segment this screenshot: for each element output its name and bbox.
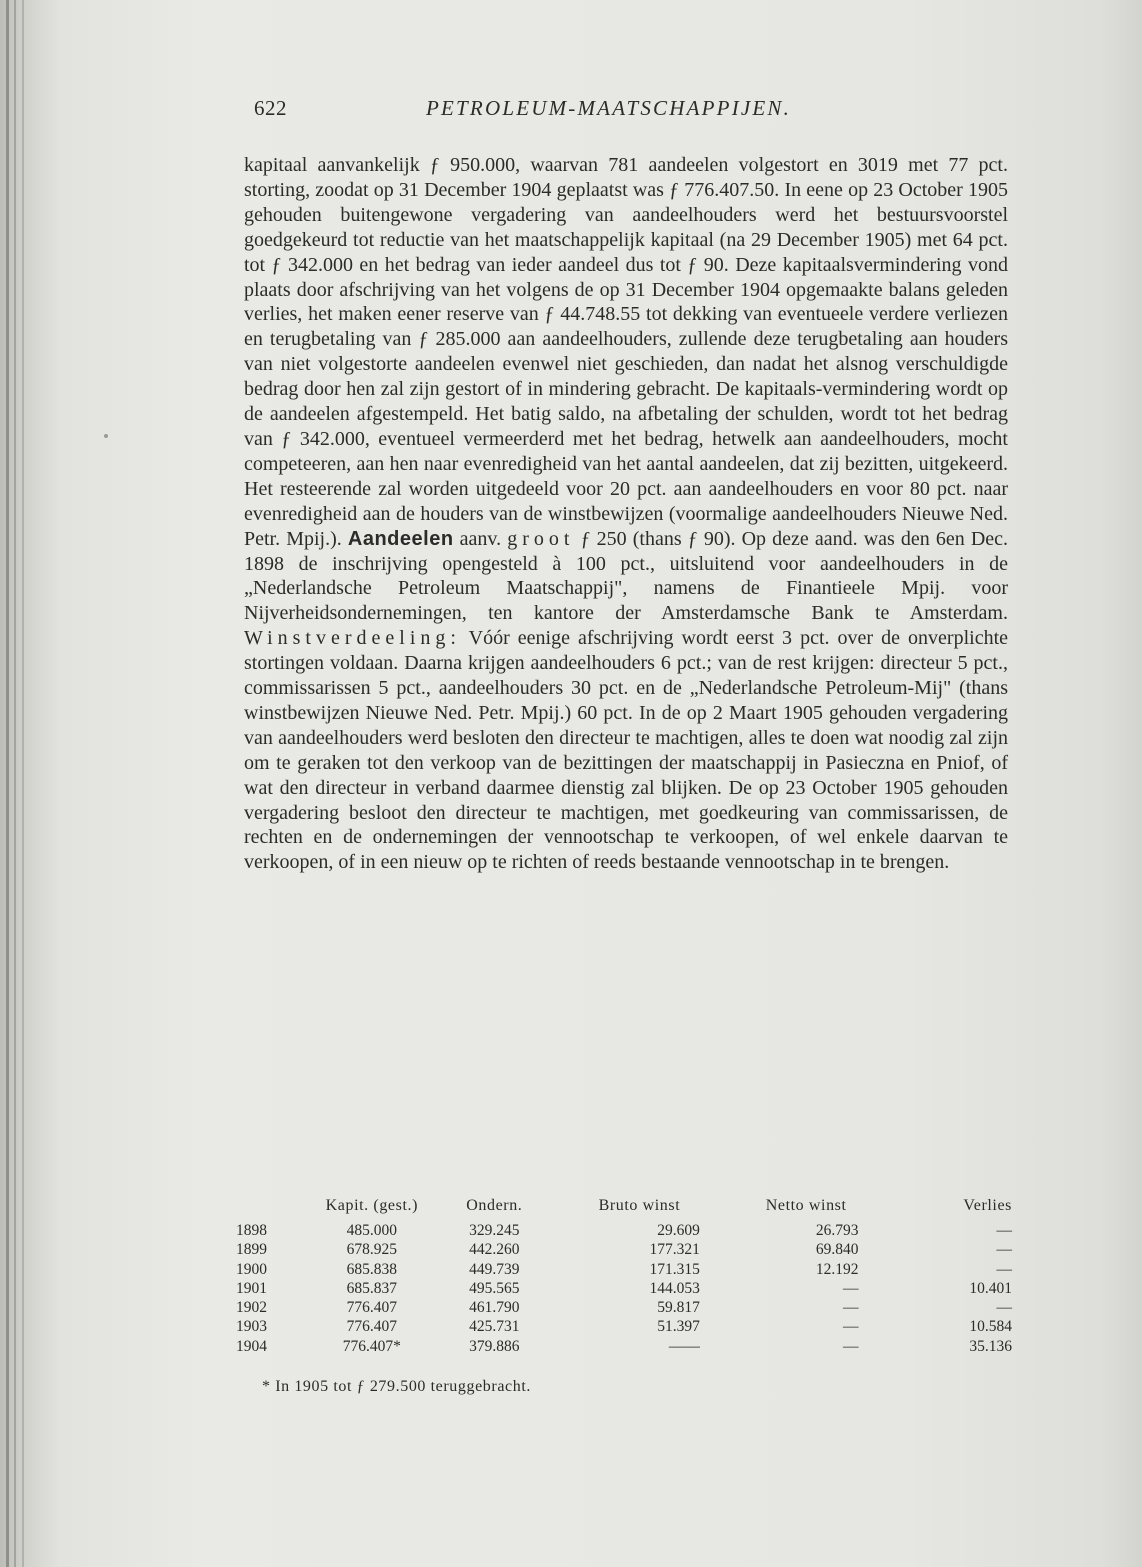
table-cell: 776.407 <box>346 1318 398 1336</box>
running-title: PETROLEUM-MAATSCHAPPIJEN. <box>426 96 792 120</box>
table-cell: 1898 <box>236 1222 267 1239</box>
table-cell: 678.925 <box>346 1241 398 1259</box>
table-cell: 177.321 <box>649 1241 700 1259</box>
body-text: aanv. <box>459 527 502 550</box>
table-cell: 776.407* <box>342 1337 401 1355</box>
spaced-word: groot <box>507 527 575 550</box>
table-cell: 35.136 <box>969 1337 1012 1355</box>
table-cell: 379.886 <box>469 1337 520 1355</box>
section-label-aandeelen: Aandeelen <box>347 527 454 550</box>
table-cell: 69.840 <box>815 1241 859 1259</box>
table-cell: 26.793 <box>815 1222 859 1239</box>
binding-edge <box>14 0 16 1567</box>
column-header: Verlies <box>963 1197 1012 1214</box>
column-header: Netto winst <box>765 1197 847 1214</box>
paper-speck <box>104 434 108 438</box>
table-cell: 776.407 <box>346 1299 398 1317</box>
binding-edge <box>6 0 9 1567</box>
footnote: * In 1905 tot ƒ 279.500 teruggebracht. <box>262 1378 531 1395</box>
table-cell: 442.260 <box>469 1241 520 1259</box>
table-cell: — <box>842 1279 859 1297</box>
table-cell: 685.837 <box>346 1279 398 1297</box>
table-cell: 329.245 <box>469 1222 520 1239</box>
table-cell: 59.817 <box>657 1299 700 1317</box>
table-row <box>236 1279 1012 1298</box>
table-cell: 171.315 <box>649 1260 700 1278</box>
table-cell: 1902 <box>236 1299 267 1317</box>
table-cell: 495.565 <box>469 1279 520 1297</box>
table-row <box>236 1298 1012 1317</box>
table-cell: 1900 <box>236 1260 267 1278</box>
table-cell: 1899 <box>236 1241 267 1259</box>
table-cell: 12.192 <box>815 1260 859 1278</box>
table-cell: 425.731 <box>469 1318 520 1336</box>
table-cell: — <box>842 1337 859 1355</box>
table-cell: 485.000 <box>346 1222 398 1239</box>
table-cell: — <box>996 1222 1012 1239</box>
table-cell: 10.401 <box>969 1279 1012 1297</box>
table-cell: — <box>996 1241 1012 1259</box>
table-cell: 461.790 <box>469 1299 520 1317</box>
binding-edge <box>22 0 24 1567</box>
column-header: Kapit. (gest.) <box>325 1197 419 1214</box>
table-header-row <box>236 1197 1012 1221</box>
section-label-winstverdeeling: Winstverdeeling: <box>244 627 461 650</box>
table-cell: 51.397 <box>657 1318 700 1336</box>
column-header: Ondern. <box>466 1197 523 1214</box>
body-text: kapitaal aanvankelijk ƒ 950.000, waarvan 781 aandeelen volgestort en 3019 met 77 pct. storting, zoodat op 31 December 1904 geplaatst was ƒ 776.407.50. In eene op 23 October 1905 gehouden buitengewone vergadering van aandeelhouders werd het bestuursvoorstel goedgekeurd tot reductie van het maatschappelijk kapitaal (na 29 December 1905) met 64 pct. tot ƒ 342.000 en het bedrag van ieder aandeel dus tot ƒ 90. Deze kapitaalsvermindering vond plaats door afschrijving van het volgens de op 31 December 1904 opgemaakte balans geleden verlies, het maken eener reserve van ƒ 44.748.55 tot dekking van eventueele verdere verliezen en terugbetaling van ƒ 285.000 aan aandeelhouders, zullende deze terugbetaling aan houders van niet volgestorte aandeelen evenwel niet geschieden, dan nadat het alsnog verschuldigde bedrag door hen zal zijn gestort of in mindering gebracht. De kapitaals-vermindering wordt op de aandeelen afgestempeld. Het batig saldo, na afbetaling der schulden, wordt tot het bedrag van ƒ 342.000, eventueel vermeerderd met het bedrag, hetwelk aan aandeelhouders, mocht competeeren, aan hen naar evenredigheid van het aantal aandeelen, dat zij bezitten, uitgekeerd. Het resteerende zal worden uitgedeeld voor 20 pct. aan aandeelhouders en voor 80 pct. naar evenredigheid aan de houders van de winstbewijzen (voormalige aandeelhouders Nieuwe Ned. Petr. Mpij.). <box>244 154 1008 550</box>
table-row <box>236 1221 1012 1240</box>
table-cell: — <box>996 1299 1012 1317</box>
table-cell: 10.584 <box>969 1318 1012 1336</box>
table-row <box>236 1337 1012 1356</box>
body-text: ƒ 250 (thans ƒ 90). Op deze aand. was den 6en Dec. 1898 de inschrijving opengesteld à 100 pct., uitsluitend voor aandeelhouders in de „Nederlandsche Petroleum Maatschappij", namens de Finantieele Mpij. voor Nijverheidsondernemingen, ten kantore der Amsterdamsche Bank te Amsterdam. <box>244 527 1009 625</box>
body-paragraph <box>244 153 1008 875</box>
table-row <box>236 1317 1012 1336</box>
column-header: Bruto winst <box>598 1197 681 1214</box>
page-number: 622 <box>254 96 287 120</box>
table-cell: — <box>996 1260 1012 1278</box>
table-cell: 685.838 <box>346 1260 398 1278</box>
table-cell: 144.053 <box>649 1279 700 1297</box>
page-header <box>254 96 1014 126</box>
table-row <box>236 1260 1012 1279</box>
table-cell: 1904 <box>236 1337 267 1355</box>
financial-table <box>236 1197 1012 1356</box>
table-cell: —— <box>668 1337 700 1355</box>
table-cell: — <box>842 1318 859 1336</box>
table-row <box>236 1240 1012 1259</box>
table-cell: 449.739 <box>469 1260 520 1278</box>
body-text: Vóór eenige afschrijving wordt eerst 3 pct. over de onverplichte stortingen voldaan. Daarna krijgen aandeelhouders 6 pct.; van de rest krijgen: directeur 5 pct., commissarissen 5 pct., aandeelhouders 30 pct. en de „Nederlandsche Petroleum-Mij" (thans winstbewijzen Nieuwe Ned. Petr. Mpij.) 60 pct. In de op 2 Maart 1905 gehouden vergadering van aandeelhouders werd besloten den directeur te machtigen, alles te doen wat noodig zal zijn om te geraken tot den verkoop van de bezittingen der maatschappij in Pasieczna en Pniof, of wat den directeur in verband daarmee dienstig zal blijken. De op 23 October 1905 gehouden vergadering besloot den directeur te machtigen, met goedkeuring van commissarissen, de rechten en de ondernemingen der vennootschap te verkoopen, of wel enkele daarvan te verkoopen, of in een nieuw op te richten of reeds bestaande vennootschap in te brengen. <box>244 627 1009 874</box>
table-cell: 1901 <box>236 1279 267 1297</box>
column-header <box>236 1197 310 1221</box>
table-cell: — <box>842 1299 859 1317</box>
table-cell: 1903 <box>236 1318 267 1336</box>
table-cell: 29.609 <box>657 1222 700 1239</box>
